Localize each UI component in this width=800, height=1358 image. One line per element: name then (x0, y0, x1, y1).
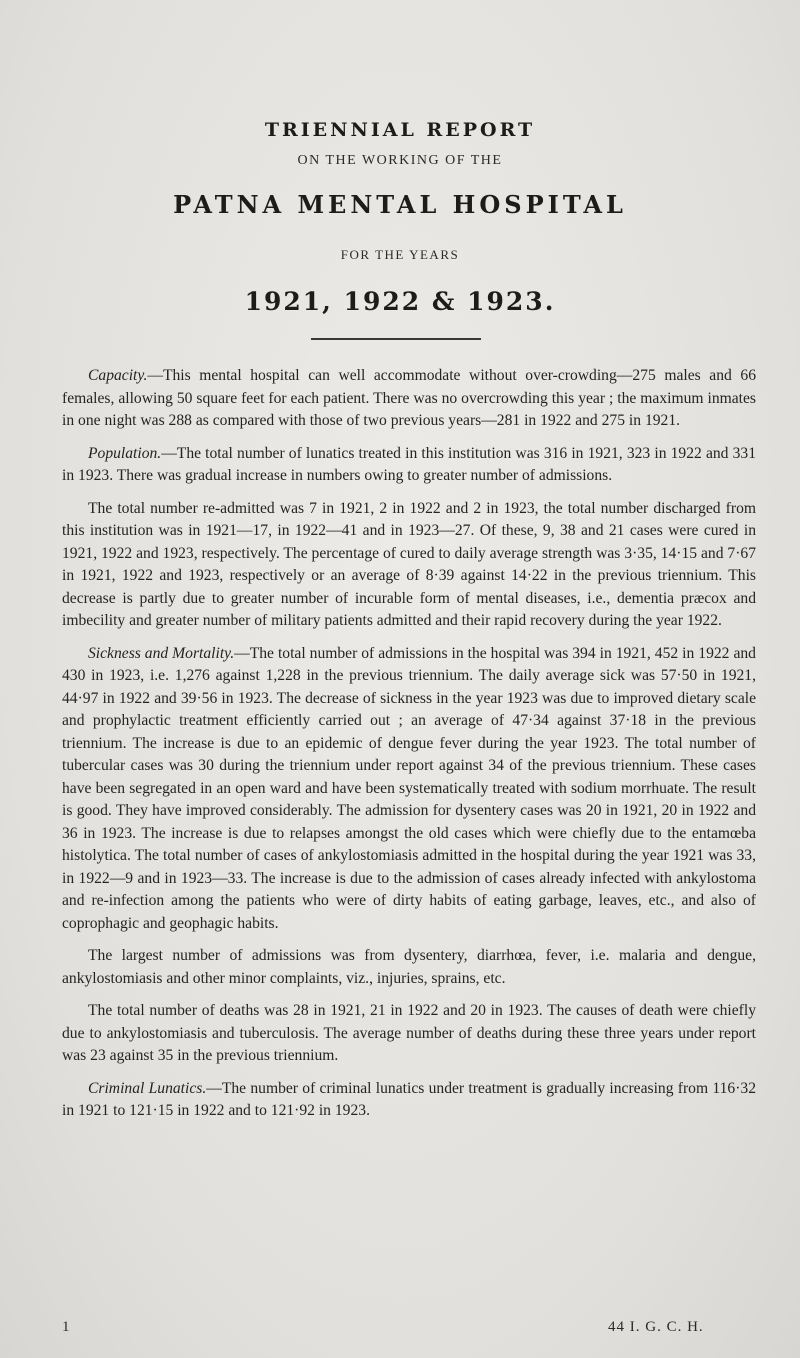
section-heading: Population. (88, 444, 162, 462)
paragraph-text: —The total number of lunatics treated in this institution was 316 in 1921, 323 in 1922 and 331 in 1923. There was gradual increase in numbers owing to greater number of admissions. (62, 444, 756, 484)
institution-name: PATNA MENTAL HOSPITAL (173, 190, 627, 219)
report-body (62, 365, 756, 1123)
paragraph-deaths (62, 1000, 756, 1068)
page-mark: 1 (62, 1319, 70, 1335)
report-years: 1921, 1922 & 1923. (244, 287, 556, 316)
for-years-label: FOR THE YEARS (340, 247, 460, 262)
title-divider (311, 338, 481, 340)
paragraph-text: —The number of criminal lunatics under treatment is gradually increasing from 116·32 in 1921 to 121·15 in 1922 and to 121·92 in 1923. (62, 1079, 756, 1119)
section-heading: Capacity. (88, 367, 148, 384)
paragraph-capacity (62, 365, 756, 433)
paragraph-text: —This mental hospital can well accommodate without over-crowding—275 males and 66 females, allowing 50 square feet for each patient. There was no overcrowding this year ; the maximum inmates in one night was 288 as compared with those of two previous years—281 in 1922 and 275 in 1921. (62, 367, 756, 429)
paragraph-criminal-lunatics (62, 1078, 756, 1123)
paragraph-text: —The total number of admissions in the hospital was 394 in 1921, 452 in 1922 and 430 in 1923, i.e. 1,276 against 1,228 in the previous triennium. The daily average sick was 57·50 in 1921, 44·97 in 1922 and 39·56 in 1923. The decrease of sickness in the year 1923 was due to improved dietary scale and prophylactic treatment efficiently carried out ; an average of 47·34 against 37·18 in the previous triennium. The increase is due to an epidemic of dengue fever during the year 1923. The total number of tubercular cases was 30 during the triennium under report against 34 of the previous triennium. These cases have been segregated in an open ward and have been systematically treated with sodium morrhuate. The result is good. They have improved considerably. The admission for dysentery cases was 20 in 1921, 20 in 1922 and 36 in 1923. The increase is due to relapses amongst the old cases which were chiefly due to the entamœba histolytica. The total number of cases of ankylostomiasis admitted in the hospital during the year 1921 was 33, in 1922—9 and in 1923—33. The increase is due to the admission of cases already infected with ankylostoma and re-infection among the patients who were of dirty habits of eating garbage, leaves, etc., and also of coprophagic and geophagic habits. (62, 644, 756, 932)
paragraph-text: The total number of deaths was 28 in 1921, 21 in 1922 and 20 in 1923. The causes of death were chiefly due to ankylostomiasis and tuberculosis. The average number of deaths during these three years under report was 23 against 35 in the previous triennium. (62, 1002, 756, 1064)
section-heading: Criminal Lunatics. (88, 1079, 207, 1097)
paragraph-population (62, 443, 756, 488)
paragraph-text: The total number re-admitted was 7 in 1921, 2 in 1922 and 2 in 1923, the total number discharged from this institution was in 1921—17, in 1922—41 and in 1923—27. Of these, 9, 38 and 21 cases were cured in 1921, 1922 and 1923, respectively. The percentage of cured to daily average strength was 3·35, 14·15 and 7·67 in 1921, 1922 and 1923, respectively or an average of 8·39 against 14·22 in the previous triennium. This decrease is partly due to greater number of incurable form of mental diseases, i.e., dementia præcox and imbecility and greater number of military patients admitted and their rapid recovery during the year 1922. (62, 499, 756, 629)
print-code: 44 I. G. C. H. (608, 1319, 704, 1335)
report-subtitle: ON THE WORKING OF THE (297, 153, 503, 168)
report-title: TRIENNIAL REPORT (264, 119, 536, 141)
section-heading: Sickness and Mortality. (88, 644, 235, 662)
paragraph-admissions (62, 945, 756, 990)
paragraph-text: The largest number of admissions was from dysentery, diarrhœa, fever, i.e. malaria and dengue, ankylostomiasis and other minor complaints, viz., injuries, sprains, etc. (62, 947, 756, 987)
paragraph-readmissions (62, 498, 756, 633)
paragraph-sickness-mortality (62, 643, 756, 936)
